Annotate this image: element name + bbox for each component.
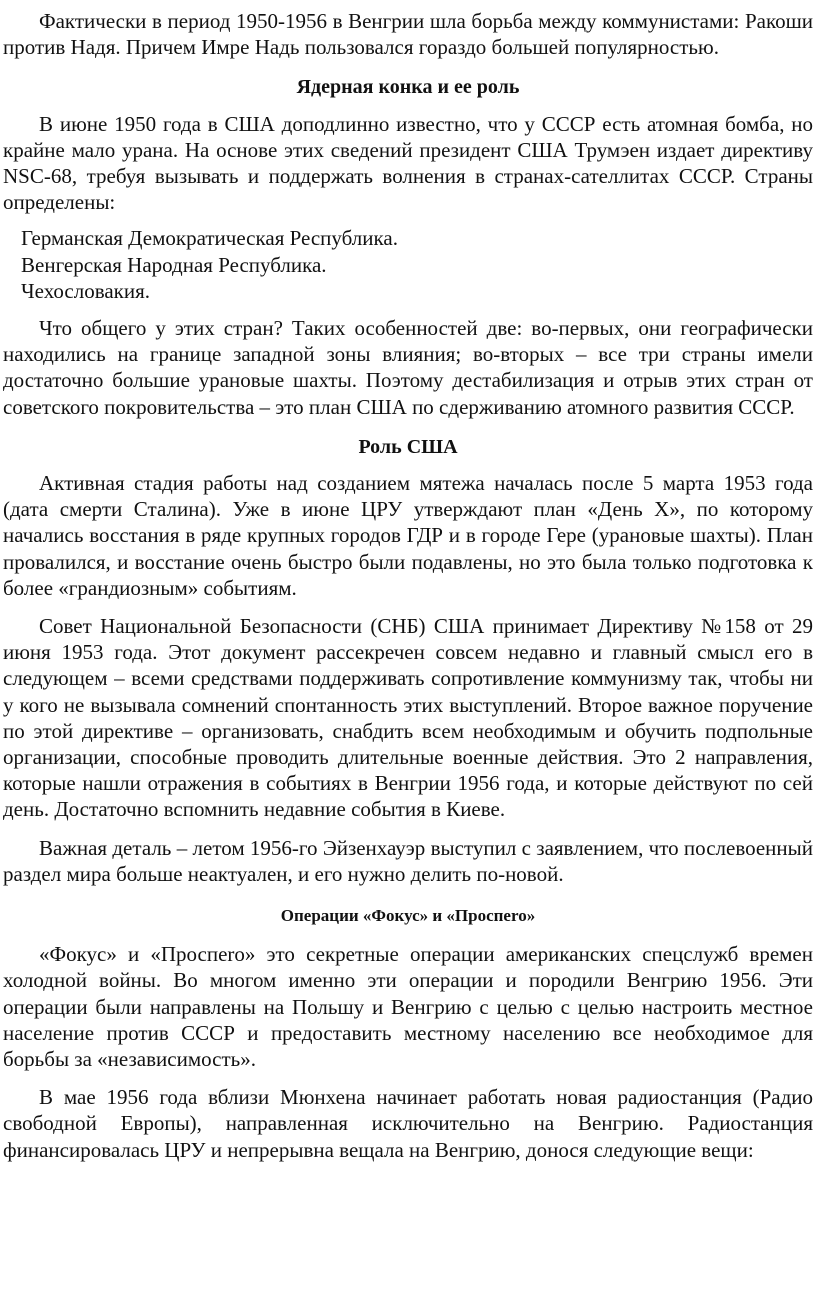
heading-operations: Операции «Фокус» и «Проспero» (280, 905, 536, 925)
paragraph-operations: «Фокус» и «Проспero» это секретные операции американских спецслужб времен холодной войны. Во многом именно эти операции и породили Венгрию 1956. Эти операции были направлены на Польшу и Венгрию с целью с целью настроить местное население против СССР и предоставить местному населению все необходимое для борьбы за «независимость». (3, 942, 813, 1071)
heading-usa-role: Роль США (358, 435, 458, 458)
paragraph-active-stage: Активная стадия работы над созданием мятежа началась после 5 марта 1953 года (дата смерти Сталина). Уже в июне ЦРУ утверждают план «День Х», по которому начались восстания в ряде крупных городов ГДР и в городе Гере (урановые шахты). План провалился, и восстание очень быстро были подавлены, но это была только подготовка к более «грандиозным» событиям. (3, 470, 813, 600)
paragraph-nsc-68: В июне 1950 года в США доподлинно известно, что у СССР есть атомная бомба, но крайне мало урана. На основе этих сведений президент США Трумэен издает директиву NSC-68, требуя вызывать и поддержать волнения в странах-сателлитах СССР. Страны определены: (3, 111, 813, 215)
paragraph-eisenhower: Важная деталь – летом 1956-го Эйзенхауэр выступил с заявлением, что послевоенный раздел мира больше неактуален, и его нужно делить по-новой. (3, 835, 813, 886)
country-list (3, 225, 813, 305)
paragraph-common-features: Что общего у этих стран? Таких особенностей две: во-первых, они географически находились на границе западной зоны влияния; во-вторых – все три страны имели достаточно большие урановые шахты. Поэтому дестабилизация и отрыв этих стран от советского покровительства – это план США по сдерживанию атомного развития СССР. (3, 315, 813, 419)
paragraph-intro: Фактически в период 1950-1956 в Венгрии шла борьба между коммунистами: Ракоши против Надя. Причем Имре Надь пользовался гораздо большей популярностью. (3, 9, 813, 60)
list-item: Чехословакия. (21, 279, 151, 304)
list-item: Венгерская Народная Республика. (21, 252, 327, 277)
paragraph-radio-free-europe: В мае 1956 года вблизи Мюнхена начинает работать новая радиостанция (Радио свободной Европы), направленная исключительно на Венгрию. Радиостанция финансировалась ЦРУ и непрерывна вещала на Венгрию, донося следующие вещи: (3, 1085, 813, 1162)
list-item: Германская Демократическая Республика. (21, 226, 398, 251)
paragraph-directive-158: Совет Национальной Безопасности (СНБ) США принимает Директиву №158 от 29 июня 1953 года. Этот документ рассекречен совсем недавно и главный смысл его в следующем – всеми средствами поддерживать сопротивление коммунизму так, чтобы ни у кого не вызывала сомнений спонтанность этих выступлений. Второе важное поручение по этой директиве – организовать, снабдить всем необходимым и обучить подпольные организации, способные проводить длительные военные действия. Это 2 направления, которые нашли отражения в событиях в Венгрии 1956 года, и которые действуют по сей день. Достаточно вспомнить недавние события в Киеве. (3, 613, 813, 822)
heading-nuclear-race: Ядерная конка и ее роль (296, 76, 520, 99)
